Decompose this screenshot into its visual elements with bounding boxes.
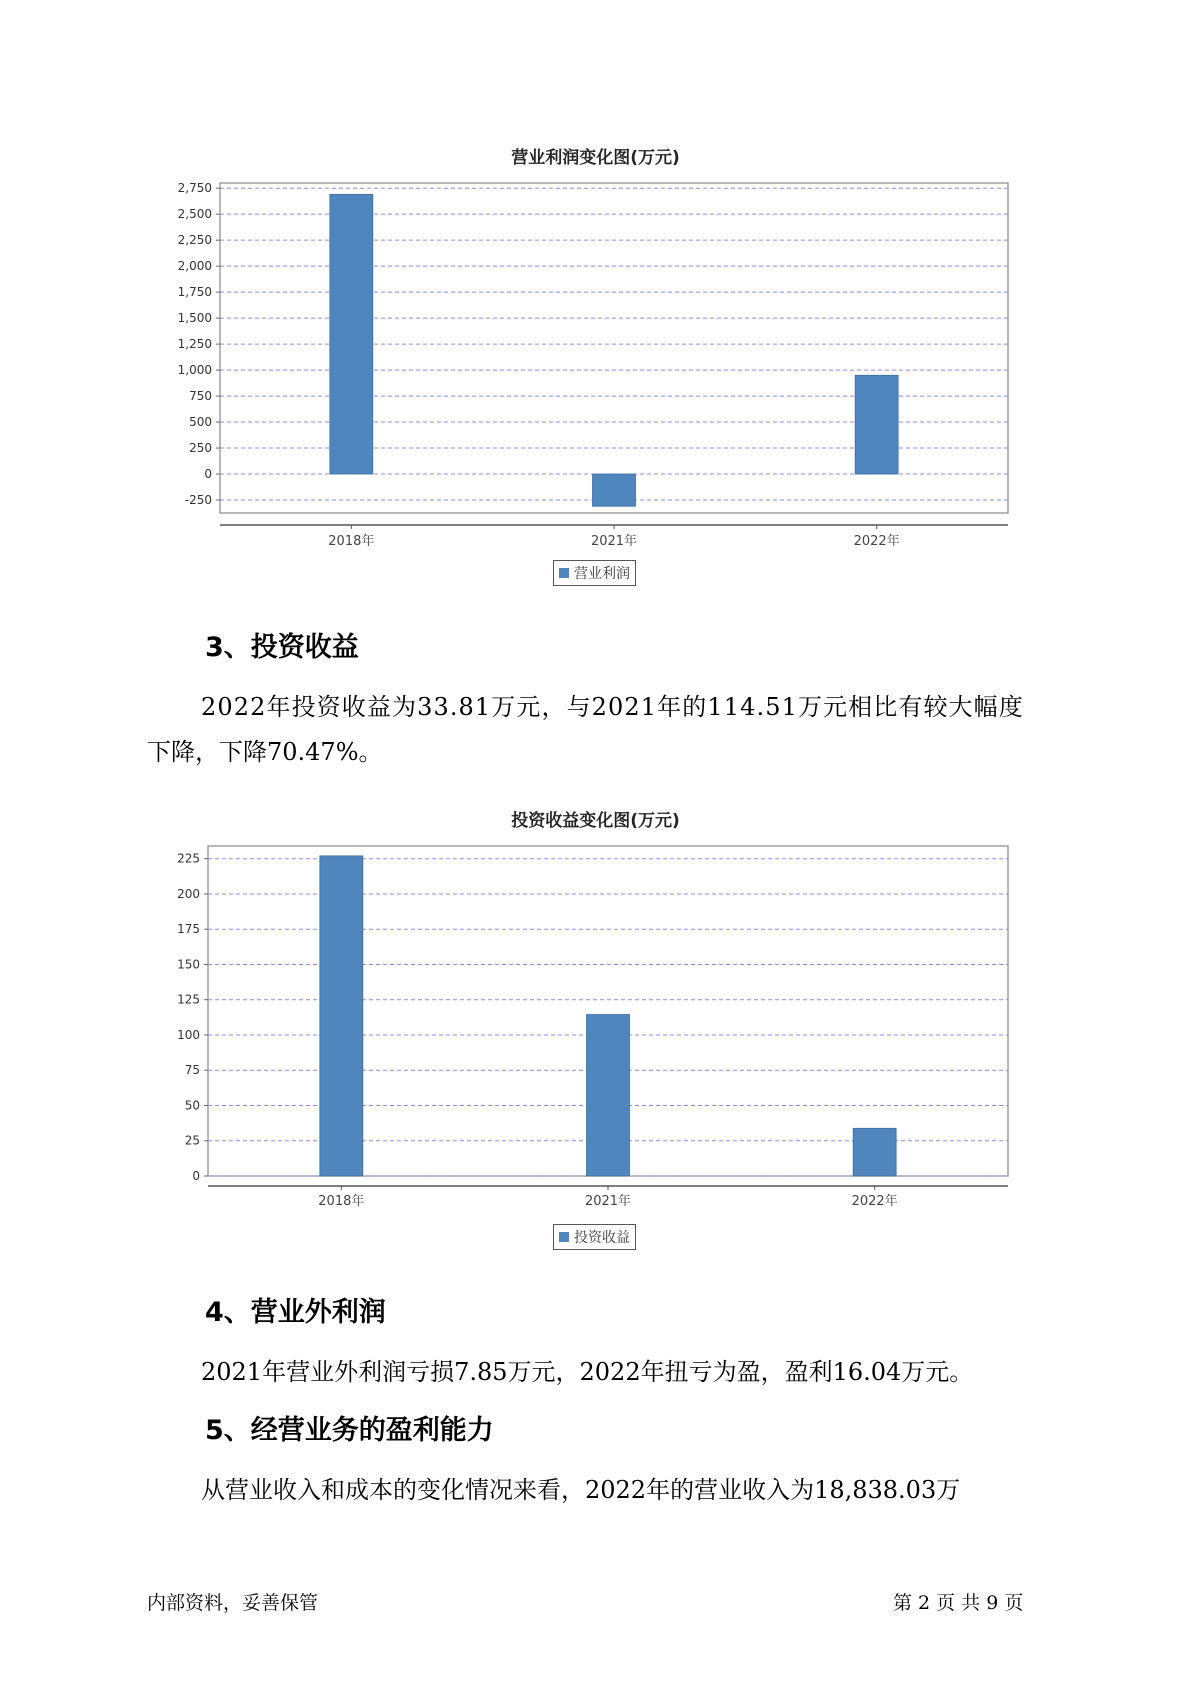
legend-operating-profit (553, 560, 636, 586)
y-tick-label: 50 (184, 1098, 200, 1113)
y-tick-label: 750 (189, 389, 212, 404)
footer-confidential-note: 内部资料，妥善保管 (147, 1592, 319, 1614)
footer-page-number: 第 2 页 共 9 页 (893, 1592, 1024, 1614)
legend-swatch (559, 568, 569, 578)
x-tick-label: 2021年 (584, 1194, 632, 1209)
y-tick-label: 25 (184, 1133, 200, 1148)
y-tick-label: 1,750 (177, 285, 212, 300)
x-tick-label: 2021年 (590, 534, 638, 549)
legend-swatch (559, 1232, 569, 1242)
section-4-paragraph: 2021年营业外利润亏损7.85万元，2022年扭亏为盈，盈利16.04万元。 (201, 1358, 974, 1386)
y-tick-label: 1,000 (177, 363, 212, 378)
section-5-paragraph: 从营业收入和成本的变化情况来看，2022年的营业收入为18,838.03万 (201, 1476, 961, 1504)
section-5-heading: 5、经营业务的盈利能力 (205, 1415, 494, 1446)
y-tick-label: 1,250 (177, 337, 212, 352)
y-tick-label: 225 (177, 851, 200, 866)
y-tick-label: 150 (177, 957, 200, 972)
y-tick-label: 2,000 (177, 259, 212, 274)
y-tick-label: 500 (189, 415, 212, 430)
investment-income-chart (0, 828, 1191, 1218)
chart-title-investment-income: 投资收益变化图(万元) (511, 811, 680, 831)
bar-2018年 (330, 194, 373, 474)
y-tick-label: 250 (189, 441, 212, 456)
legend-label: 营业利润 (574, 566, 630, 582)
operating-profit-chart (0, 165, 1191, 549)
bar-2021年 (593, 474, 636, 506)
y-tick-label: 175 (177, 922, 200, 937)
y-tick-label: -250 (184, 493, 212, 508)
legend-investment-income (553, 1224, 636, 1250)
x-tick-label: 2018年 (328, 534, 375, 549)
x-tick-label: 2022年 (851, 1194, 898, 1209)
y-tick-label: 2,250 (177, 233, 212, 248)
y-tick-label: 200 (177, 886, 200, 901)
y-tick-label: 75 (184, 1063, 200, 1078)
section-3-paragraph-line-1: 2022年投资收益为33.81万元，与2021年的114.51万元相比有较大幅度 (201, 693, 1024, 721)
bar-2018年 (320, 856, 363, 1176)
y-tick-label: 0 (204, 467, 212, 482)
y-tick-label: 0 (192, 1169, 200, 1183)
y-tick-label: 2,500 (177, 207, 212, 222)
y-tick-label: 125 (177, 992, 200, 1007)
x-tick-label: 2022年 (853, 534, 900, 549)
bar-2021年 (587, 1015, 630, 1176)
y-tick-label: 1,500 (177, 311, 212, 326)
section-3-paragraph-line-2: 下降，下降70.47%。 (147, 738, 383, 766)
y-tick-label: 2,750 (177, 181, 212, 196)
chart-title-operating-profit: 营业利润变化图(万元) (511, 148, 680, 168)
bar-2022年 (855, 375, 898, 474)
section-3-heading: 3、投资收益 (205, 632, 359, 663)
section-4-heading: 4、营业外利润 (205, 1297, 386, 1328)
bar-2022年 (853, 1128, 896, 1176)
y-tick-label: 100 (177, 1027, 200, 1042)
legend-label: 投资收益 (574, 1230, 630, 1246)
x-tick-label: 2018年 (318, 1194, 365, 1209)
